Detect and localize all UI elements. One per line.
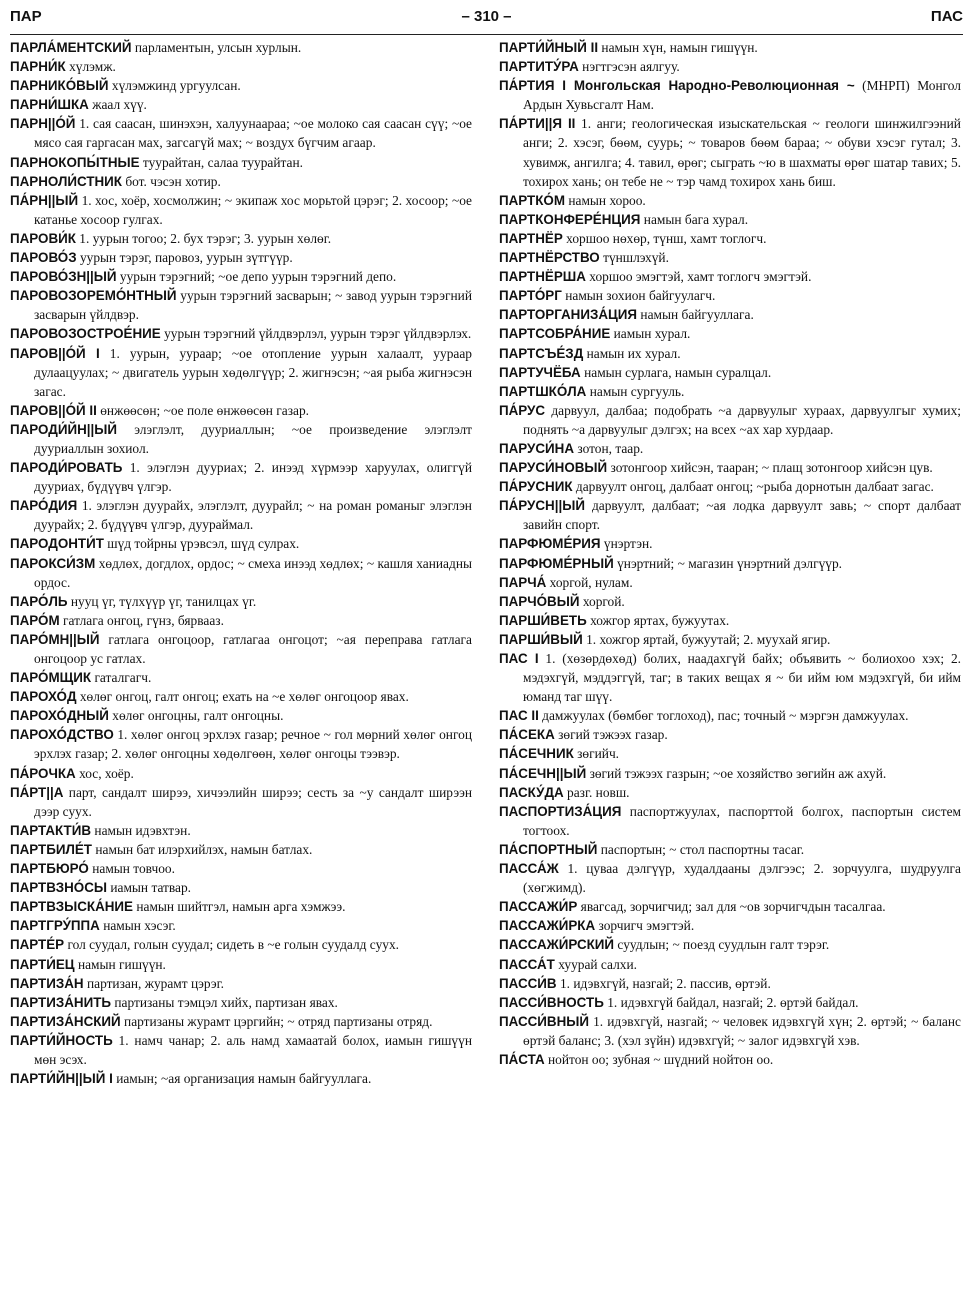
entry-headword: ПАСКУ́ДА	[499, 784, 564, 800]
entry-definition: түншлэхүй.	[603, 250, 669, 266]
dictionary-entry	[499, 229, 961, 248]
entry-definition: зөгий тэжээх газрын; ~ое хозяйство зөгийн аж ахуй.	[589, 765, 887, 781]
dictionary-entry	[10, 821, 472, 840]
dictionary-entry	[499, 840, 961, 859]
entry-headword: ПАРТКОНФЕРЕ́НЦИЯ	[499, 211, 641, 227]
entry-headword: ПАРНИ́ШКА	[10, 97, 89, 113]
dictionary-entry	[10, 630, 472, 668]
entry-headword: ПАРТУЧЁБА	[499, 364, 581, 380]
entry-definition: 1. сая саасан, шинэхэн, халуунаараа; ~ое молоко сая саасан сүү; ~ое мясо сая гаргасан мах, загсагүй мах; ~ воздух бүгчим агаар.	[34, 116, 472, 151]
entry-headword: ПАРОХО́ДНЫЙ	[10, 708, 109, 724]
entry-definition: зорчигч эмэгтэй.	[598, 918, 695, 934]
entry-headword: ПАССИ́В	[499, 975, 557, 991]
entry-headword: ПАССАЖИ́Р	[499, 899, 578, 915]
entry-headword: ПА́СЕЧНИК	[499, 746, 574, 762]
dictionary-entry	[10, 897, 472, 916]
entry-headword: ПА́РОЧКА	[10, 765, 76, 781]
right-column	[499, 38, 961, 1069]
dictionary-entry	[499, 305, 961, 324]
entry-definition: хоргой, нулам.	[549, 574, 633, 590]
entry-definition: дарвуул, далбаа; подобрать ~а дарвуулыг хураах, дарвуулгыг хумих; поднять ~а дарвуулыг дэлгэх; на всех ~ах хар хурдаар.	[523, 402, 961, 437]
entry-headword: ПАРТЕ́Р	[10, 937, 65, 953]
entry-definition: дамжуулах (бөмбөг тоглоход), пас; точный ~ мэргэн дамжуулах.	[542, 708, 909, 724]
entry-definition: хос, хоёр.	[79, 765, 134, 781]
entry-headword: ПАРТШКО́ЛА	[499, 383, 587, 399]
dictionary-entry	[499, 458, 961, 477]
dictionary-entry	[499, 764, 961, 783]
entry-definition: намын сурлага, намын суралцал.	[584, 364, 772, 380]
dictionary-entry	[10, 191, 472, 229]
entry-definition: (МНРП) Монгол Ардын Хувьсгалт Нам.	[523, 78, 961, 113]
entry-definition: партизаны журамт цэргийн; ~ отряд партизаны отряд.	[124, 1013, 433, 1029]
entry-headword: ПАРУСИ́НА	[499, 440, 575, 456]
entry-headword: ПА́РТИЯ I Монгольская Народно-Революционная ~	[499, 78, 855, 94]
entry-headword: ПАРОХО́Д	[10, 689, 77, 705]
dictionary-entry	[499, 57, 961, 76]
entry-headword: ПАССАЖИ́РКА	[499, 918, 596, 934]
entry-definition: разг. новш.	[567, 784, 630, 800]
entry-headword: ПАРФЮМЕ́РИЯ	[499, 536, 601, 552]
dictionary-entry	[10, 172, 472, 191]
header-right-guideword: ПАС	[930, 8, 963, 25]
entry-headword: ПАРНИКО́ВЫЙ	[10, 78, 109, 94]
entry-headword: ПАРТНЁРША	[499, 269, 586, 285]
entry-definition: жаал хүү.	[92, 97, 147, 113]
entry-definition: хөдлөх, догдлох, ордос; ~ смеха инээд хөдлөх; ~ кашля ханиадны ордос.	[34, 555, 472, 590]
dictionary-entry	[499, 210, 961, 229]
dictionary-entry	[499, 267, 961, 286]
entry-headword: ПАРО́МЩИК	[10, 670, 92, 686]
dictionary-entry	[10, 344, 472, 401]
entry-definition: уурын тэрэгний засварын; ~ завод уурын тэрэгний засварын үйлдвэр.	[34, 288, 472, 323]
entry-headword: ПАРТНЁР	[499, 230, 563, 246]
entry-definition: 1. намч чанар; 2. аль намд хамаатай болох, иамын гишүүн мөн эсэх.	[34, 1032, 472, 1067]
dictionary-entry	[499, 725, 961, 744]
entry-headword: ПАРТИ́ЙНЫЙ II	[499, 40, 599, 55]
entry-headword: ПАРОДИ́ЙН||ЫЙ	[10, 421, 117, 437]
entry-definition: нойтон оо; зубная ~ шүдний нойтон оо.	[548, 1051, 774, 1067]
entry-definition: дарвуулт онгоц, далбаат онгоц; ~рыба дорнотын далбаат загас.	[575, 479, 934, 495]
dictionary-entry	[10, 916, 472, 935]
entry-definition: намын сургууль.	[589, 383, 685, 399]
entry-definition: суудлын; ~ поезд суудлын галт тэрэг.	[617, 937, 830, 953]
entry-headword: ПАРТИ́ЙНОСТЬ	[10, 1032, 113, 1048]
entry-headword: ПА́РУСНИК	[499, 479, 573, 495]
dictionary-entry	[10, 534, 472, 553]
entry-definition: 1. идэвхгүй байдал, назгай; 2. өртэй байдал.	[607, 994, 859, 1010]
page-header	[10, 6, 963, 28]
dictionary-entry	[499, 783, 961, 802]
entry-definition: 1. (хөзөрдөхөд) болих, наадахгүй байх; объявить ~ болиохоо хэх; 2. мэдэхгүй, мэддэггүй, таг; в таких вещах я ~ би ийм юм мэдэхгүй, би ийм юманд таг шүү.	[523, 651, 961, 705]
dictionary-entry	[10, 706, 472, 725]
entry-headword: ПА́СЕЧН||ЫЙ	[499, 765, 587, 781]
entry-definition: үнэртэн.	[603, 536, 653, 552]
entry-definition: намын бага хурал.	[643, 211, 749, 227]
dictionary-entry	[499, 974, 961, 993]
entry-definition: 1. анги; геологическая изыскательская ~ геологи шинжилгээний анги; 2. хэсэг, бөөм, суурь; ~ товаров бөөм бараа; ~ обуви хэсэг гутал; 3. хувимж, ангилга; 4. тавил, өрөг; сыграть ~ю в шахматы өрөг шатар тавих; 5. тохирох хань; он тебе не ~ тэр чамд тохирох хань биш.	[523, 116, 961, 189]
dictionary-entry	[499, 286, 961, 305]
entry-definition: 1. уурын, уураар; ~ое отопление уурын халаалт, уураар дулаацуулах; ~ двигатель уурын хөдөлгүүр; 2. жигнэсэн; ~ая рыба жигнэсэн загас.	[34, 345, 472, 399]
entry-headword: ПАРШИ́ВЫЙ	[499, 631, 583, 647]
dictionary-entry	[10, 286, 472, 324]
dictionary-entry	[10, 783, 472, 821]
dictionary-entry	[499, 573, 961, 592]
entry-definition: партизан, журамт цэрэг.	[86, 975, 224, 991]
dictionary-entry	[10, 420, 472, 458]
dictionary-entry	[10, 458, 472, 496]
entry-headword: ПАРТАКТИ́В	[10, 822, 92, 838]
entry-definition: гатлага онгоцоор, гатлагаа онгоцот; ~ая переправа гатлага онгоцоор ус гатлах.	[34, 631, 472, 666]
entry-headword: ПАРОВИ́К	[10, 230, 76, 246]
dictionary-entry	[10, 1012, 472, 1031]
entry-headword: ПАРТИЗА́НИТЬ	[10, 994, 112, 1010]
entry-headword: ПАРУСИ́НОВЫЙ	[499, 460, 608, 476]
entry-headword: ПАРТВЗНО́СЫ	[10, 880, 107, 896]
entry-headword: ПАРОВО́З	[10, 250, 77, 266]
dictionary-entry	[499, 324, 961, 343]
dictionary-entry	[499, 554, 961, 573]
dictionary-entry	[499, 955, 961, 974]
entry-headword: ПА́СЕКА	[499, 727, 555, 743]
entry-definition: шүд тойрны үрэвсэл, шүд сулрах.	[107, 536, 300, 552]
entry-definition: намын идэвхтэн.	[94, 822, 191, 838]
entry-definition: уурын тэрэгний үйлдвэрлэл, уурын тэрэг үйлдвэрлэх.	[164, 326, 472, 342]
dictionary-entry	[10, 95, 472, 114]
dictionary-entry	[499, 496, 961, 534]
entry-definition: намын хүн, намын гишүүн.	[601, 40, 758, 55]
entry-headword: ПАРО́МН||ЫЙ	[10, 631, 100, 647]
dictionary-entry	[499, 382, 961, 401]
dictionary-entry	[499, 401, 961, 439]
dictionary-entry	[10, 57, 472, 76]
entry-headword: ПАРНОЛИ́СТНИК	[10, 173, 122, 189]
entry-headword: ПАССИ́ВНЫЙ	[499, 1013, 590, 1029]
dictionary-entry	[10, 955, 472, 974]
entry-definition: намын бат илэрхийлэх, намын батлах.	[95, 841, 313, 857]
entry-headword: ПА́СПОРТНЫЙ	[499, 841, 598, 857]
entry-headword: ПАРОХО́ДСТВО	[10, 727, 114, 743]
entry-headword: ПАССИ́ВНОСТЬ	[499, 994, 604, 1010]
entry-definition: 1. уурын тогоо; 2. бух тэрэг; 3. уурын хөлөг.	[79, 230, 332, 246]
entry-headword: ПАС II	[499, 708, 539, 724]
entry-headword: ПАРО́ЛЬ	[10, 593, 68, 609]
dictionary-entry	[499, 248, 961, 267]
entry-definition: зөгий тэжээх газар.	[558, 727, 668, 743]
page-number: – 310 –	[461, 8, 512, 25]
entry-definition: бот. чэсэн хотир.	[125, 173, 221, 189]
entry-headword: ПАРТКО́М	[499, 192, 565, 208]
dictionary-entry	[499, 1050, 961, 1069]
dictionary-entry	[10, 859, 472, 878]
entry-headword: ПАРТСОБРА́НИЕ	[499, 326, 611, 342]
entry-headword: ПА́РТИ||Я II	[499, 116, 576, 132]
entry-definition: зотон, таар.	[577, 440, 644, 456]
entry-definition: хоршоо нөхөр, түнш, хамт тоглогч.	[566, 230, 767, 246]
entry-headword: ПАРНОКОПЫ́ТНЫЕ	[10, 154, 140, 170]
entry-definition: 1. хожгор яртай, бужуутай; 2. муухай ягир.	[586, 631, 831, 647]
entry-headword: ПАРТБЮРО́	[10, 861, 89, 877]
dictionary-entry	[10, 229, 472, 248]
dictionary-entry	[10, 668, 472, 687]
dictionary-entry	[499, 935, 961, 954]
entry-headword: ПАРШИ́ВЕТЬ	[499, 612, 587, 628]
left-column	[10, 38, 472, 1088]
entry-definition: гаталгагч.	[94, 670, 152, 686]
dictionary-entry	[499, 916, 961, 935]
dictionary-entry	[10, 993, 472, 1012]
entry-definition: гол суудал, голын суудал; сидеть в ~е голын суудалд суух.	[67, 937, 400, 953]
entry-headword: ПАРТВЗЫСКА́НИЕ	[10, 899, 133, 915]
entry-definition: хөлөг онгоцны, галт онгоцны.	[112, 708, 284, 724]
entry-headword: ПА́РН||ЫЙ	[10, 192, 79, 208]
dictionary-entry	[10, 935, 472, 954]
entry-definition: зөгийч.	[577, 746, 620, 762]
entry-headword: ПАРТСЪЕ́ЗД	[499, 345, 584, 361]
entry-definition: зотонгоор хийсэн, тааран; ~ плащ зотонгоор хийсэн цув.	[610, 460, 933, 476]
entry-headword: ПАРОВО́ЗН||ЫЙ	[10, 269, 117, 285]
entry-headword: ПАССА́Ж	[499, 861, 559, 877]
dictionary-entry	[10, 878, 472, 897]
entry-definition: 1. цуваа дэлгүүр, худалдааны дэлгээс; 2. зорчуулга, шудруулга (хөгжимд).	[523, 861, 961, 896]
entry-headword: ПАРТО́РГ	[499, 288, 562, 304]
entry-headword: ПАРЧА́	[499, 574, 547, 590]
entry-headword: ПАРОВОЗОРЕМО́НТНЫЙ	[10, 288, 177, 304]
entry-definition: хоргой.	[582, 593, 625, 609]
dictionary-entry	[499, 114, 961, 190]
dictionary-entry	[10, 76, 472, 95]
dictionary-entry	[10, 687, 472, 706]
entry-definition: хүлэмж.	[69, 59, 116, 75]
entry-headword: ПА́РТ||А	[10, 784, 64, 800]
entry-headword: ПАССА́Т	[499, 956, 555, 972]
entry-definition: 1. хөлөг онгоц эрхлэх газар; речное ~ гол мөрний хөлөг онгоц эрхлэх газар; 2. хөлөг онгоцны хөдөлгөөн, хөлөг онгоцы тээвэр.	[34, 727, 472, 762]
dictionary-entry	[499, 897, 961, 916]
entry-headword: ПАРО́М	[10, 612, 60, 628]
entry-definition: 1. хос, хоёр, хосмолжин; ~ экипаж хос морьтой цэрэг; 2. хосоор; ~ое катанье хосоор гулгах.	[34, 192, 472, 227]
entry-definition: намын хороо.	[568, 192, 646, 208]
entry-definition: нэгтгэсэн аялгуу.	[582, 59, 680, 75]
entry-headword: ПАРОВ||О́Й I	[10, 345, 100, 361]
entry-definition: 1. идэвхгүй, назгай; ~ человек идэвхгүй хүн; 2. өртэй; ~ баланс өртэй баланс; 3. (хэл зүйн) идэвхгүй; ~ залог идэвхгүй хэв.	[523, 1013, 961, 1048]
dictionary-entry	[499, 744, 961, 763]
entry-definition: уурын тэрэг, паровоз, уурын зүтгүүр.	[79, 250, 293, 266]
dictionary-entry	[499, 439, 961, 458]
entry-definition: намын гишүүн.	[77, 956, 166, 972]
entry-headword: ПАРТГРУ́ППА	[10, 918, 100, 934]
entry-definition: хүлэмжинд ургуулсан.	[111, 78, 241, 94]
entry-headword: ПА́СТА	[499, 1051, 545, 1067]
entry-definition: хуурай салхи.	[558, 956, 637, 972]
dictionary-entry	[499, 630, 961, 649]
entry-definition: хоршоо эмэгтэй, хамт тоглогч эмэгтэй.	[589, 269, 812, 285]
entry-definition: иамын; ~ая организация намын байгууллага.	[116, 1071, 372, 1087]
entry-definition: дарвуулт, далбаат; ~ая лодка дарвуулт завь; ~ спорт далбаат завийн спорт.	[523, 498, 961, 533]
dictionary-entry	[10, 401, 472, 420]
entry-headword: ПА́РУС	[499, 402, 546, 418]
entry-headword: ПАРЛА́МЕНТСКИЙ	[10, 40, 132, 55]
entry-headword: ПА́РУСН||ЫЙ	[499, 498, 585, 514]
entry-definition: хөлөг онгоц, галт онгоц; ехать на ~е хөлөг онгоцоор явах.	[79, 689, 409, 705]
entry-definition: өнжөөсөн; ~ое поле өнжөөсөн газар.	[100, 402, 310, 418]
dictionary-entry	[10, 153, 472, 172]
entry-definition: намын товчоо.	[92, 861, 175, 877]
dictionary-entry	[499, 191, 961, 210]
dictionary-entry	[499, 706, 961, 725]
dictionary-entry	[499, 802, 961, 840]
entry-headword: ПАРЧО́ВЫЙ	[499, 593, 580, 609]
entry-definition: паспортын; ~ стол паспортны тасаг.	[600, 841, 805, 857]
dictionary-entry	[10, 267, 472, 286]
dictionary-entry	[10, 974, 472, 993]
entry-definition: гатлага онгоц, гүнз, бярвааз.	[62, 612, 224, 628]
header-rule	[10, 34, 963, 35]
entry-definition: элэглэлт, дууриаллын; ~ое произведение элэглэлт дууриаллын зохиол.	[34, 421, 472, 456]
dictionary-entry	[10, 554, 472, 592]
dictionary-entry	[10, 324, 472, 343]
dictionary-entry	[10, 496, 472, 534]
entry-headword: ПАРТИТУ́РА	[499, 59, 579, 75]
dictionary-entry	[10, 725, 472, 763]
entry-definition: партизаны тэмцэл хийх, партизан явах.	[114, 994, 338, 1010]
entry-definition: хожгор яртах, бужуутах.	[590, 612, 730, 628]
entry-headword: ПАРО́ДИЯ	[10, 498, 78, 514]
dictionary-entry	[499, 76, 961, 114]
entry-headword: ПАРТИЗА́Н	[10, 975, 84, 991]
entry-definition: иамын хурал.	[613, 326, 691, 342]
entry-definition: иамын татвар.	[110, 880, 192, 896]
dictionary-entry	[10, 1031, 472, 1069]
entry-definition: парламентын, улсын хурлын.	[134, 40, 302, 55]
entry-headword: ПАРНИ́К	[10, 59, 66, 75]
entry-headword: ПАРТИ́ЕЦ	[10, 956, 75, 972]
dictionary-entry	[10, 592, 472, 611]
dictionary-entry	[10, 1069, 472, 1088]
header-left-guideword: ПАР	[10, 8, 42, 25]
entry-headword: ПАРТНЁРСТВО	[499, 250, 600, 266]
dictionary-entry	[10, 764, 472, 783]
entry-definition: намын их хурал.	[586, 345, 681, 361]
entry-definition: нууц үг, түлхүүр үг, танилцах үг.	[70, 593, 257, 609]
entry-headword: ПАРТИ́ЙН||ЫЙ I	[10, 1071, 113, 1087]
dictionary-entry	[499, 534, 961, 553]
entry-headword: ПАРТБИЛЕ́Т	[10, 841, 92, 857]
entry-headword: ПАССАЖИ́РСКИЙ	[499, 937, 615, 953]
dictionary-entry	[499, 649, 961, 706]
entry-headword: ПАС I	[499, 651, 539, 666]
dictionary-entry	[499, 859, 961, 897]
entry-headword: ПАРТОРГАНИЗА́ЦИЯ	[499, 307, 638, 323]
dictionary-entry	[499, 611, 961, 630]
dictionary-entry	[499, 477, 961, 496]
entry-headword: ПАСПОРТИЗА́ЦИЯ	[499, 803, 622, 819]
dictionary-entry	[499, 1012, 961, 1050]
entry-headword: ПАРОКСИ́ЗМ	[10, 555, 96, 571]
entry-headword: ПАРОДИ́РОВАТЬ	[10, 460, 123, 476]
entry-definition: паспортжуулах, паспорттой болгох, паспортын систем тогтоох.	[523, 803, 961, 838]
dictionary-entry	[499, 993, 961, 1012]
entry-definition: үнэртний; ~ магазин үнэртний дэлгүүр.	[617, 555, 843, 571]
entry-headword: ПАРОВОЗОСТРОЕ́НИЕ	[10, 326, 161, 342]
dictionary-entry	[499, 344, 961, 363]
entry-definition: намын байгууллага.	[640, 307, 754, 323]
entry-definition: 1. элэглэн дууриах; 2. инээд хүрмээр харуулах, олиггүй дууриах, бүдүүвч үлгэр.	[34, 460, 472, 495]
entry-headword: ПАРОВ||О́Й II	[10, 402, 97, 418]
entry-definition: намын хэсэг.	[103, 918, 176, 934]
dictionary-entry	[10, 114, 472, 152]
entry-headword: ПАРОДОНТИ́Т	[10, 536, 104, 552]
entry-definition: 1. идэвхгүй, назгай; 2. пассив, өртэй.	[559, 975, 771, 991]
dictionary-entry	[499, 592, 961, 611]
dictionary-entry	[10, 38, 472, 57]
entry-definition: туурайтан, салаа туурайтан.	[142, 154, 304, 170]
entry-definition: 1. элэглэн дуурайх, элэглэлт, дуурайл; ~ на роман романыг элэглэн дуурайх; 2. бүдүүвч үлгэр, дуураймал.	[34, 498, 472, 533]
dictionary-entry	[10, 611, 472, 630]
entry-headword: ПАРТИЗА́НСКИЙ	[10, 1013, 121, 1029]
entry-definition: намын зохион байгуулагч.	[565, 288, 716, 304]
dictionary-entry	[10, 840, 472, 859]
entry-definition: намын шийтгэл, намын арга хэмжээ.	[136, 899, 346, 915]
entry-definition: парт, сандалт ширээ, хичээлийн ширээ; сесть за ~у сандалт ширээн дээр суух.	[34, 784, 472, 819]
dictionary-entry	[10, 248, 472, 267]
dictionary-entry	[499, 363, 961, 382]
entry-headword: ПАРФЮМЕ́РНЫЙ	[499, 555, 614, 571]
entry-definition: уурын тэрэгний; ~ое депо уурын тэрэгний депо.	[119, 269, 397, 285]
dictionary-entry	[499, 38, 961, 57]
entry-definition: явагсад, зорчигчид; зал для ~ов зорчигчдын тасалгаа.	[580, 899, 886, 915]
entry-headword: ПАРН||О́Й	[10, 116, 76, 132]
